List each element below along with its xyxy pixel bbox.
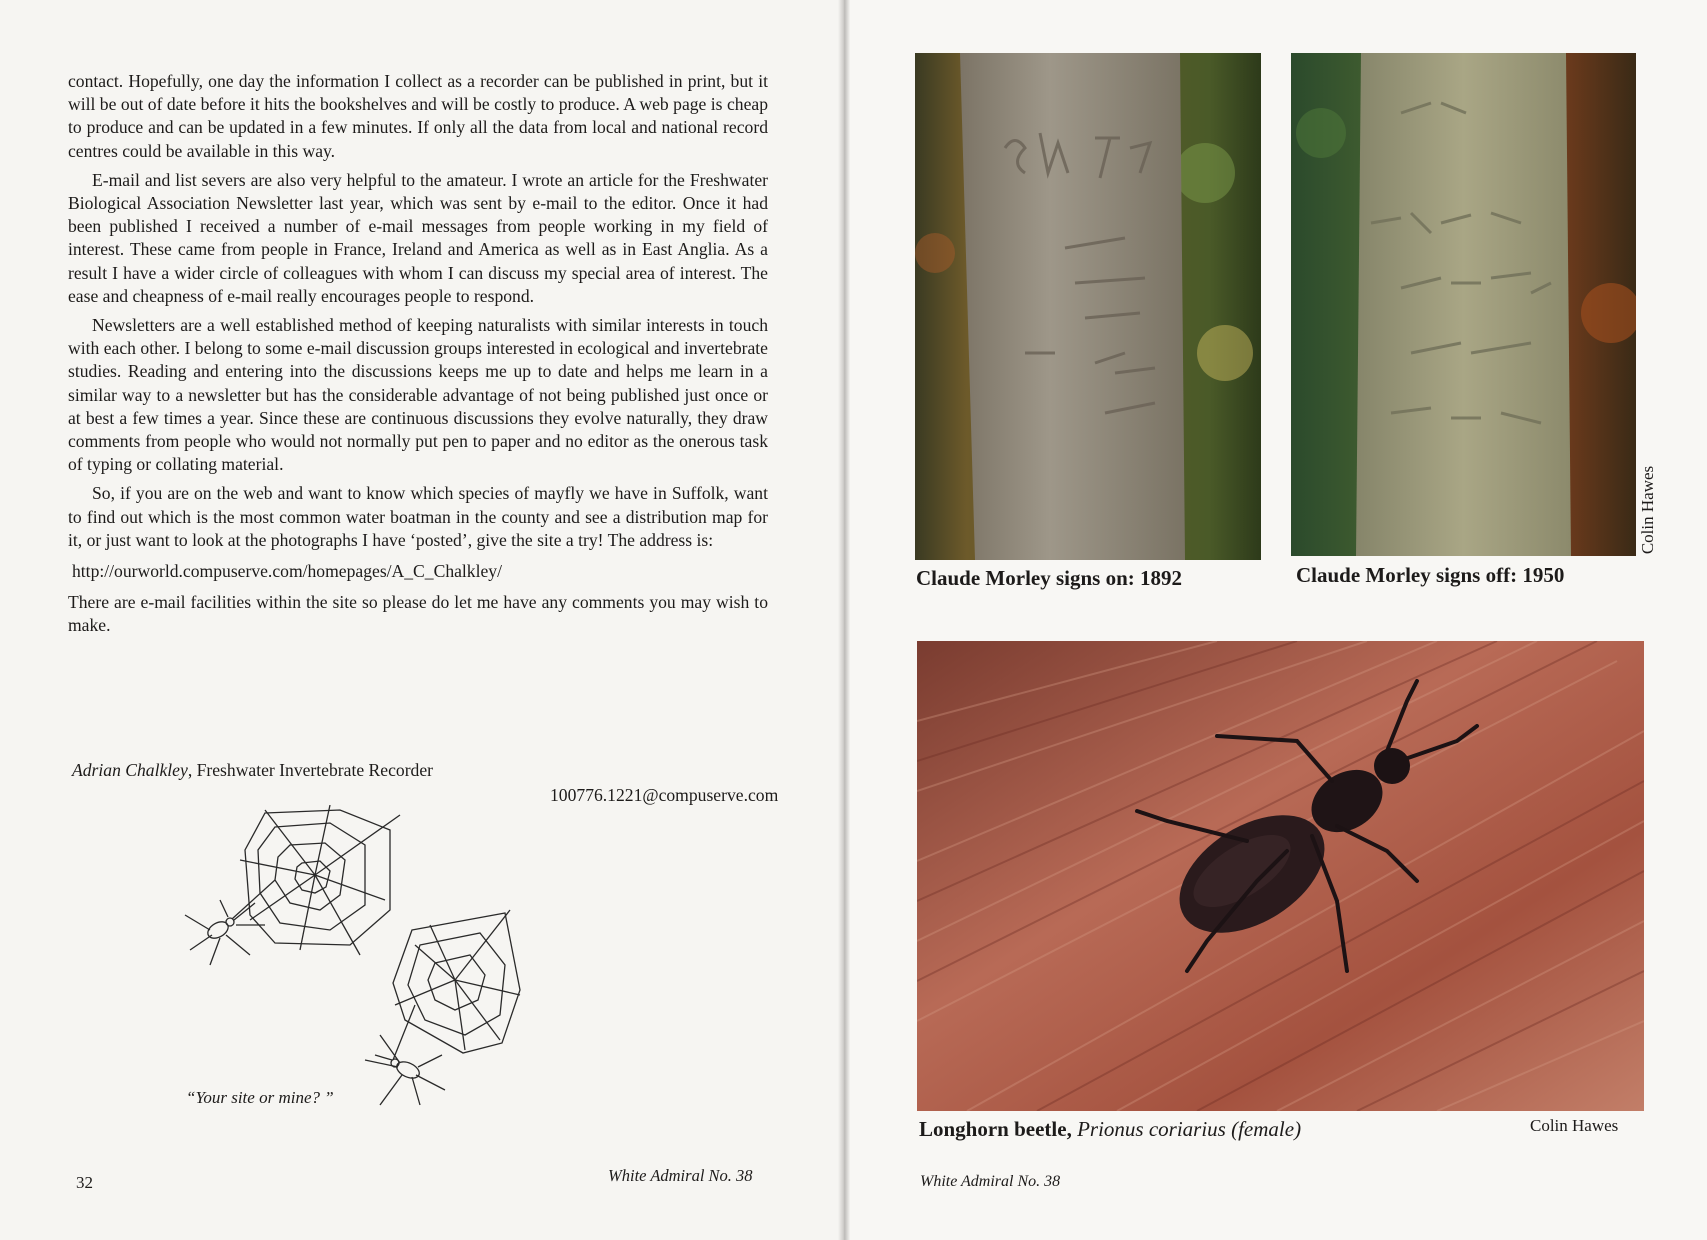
- web-left: [240, 805, 400, 955]
- paragraph-2: E-mail and list severs are also very helpful to the amateur. I wrote an article for the Freshwater Biological Association Newsletter last year, which was sent by e-mail to the editor. Once it had been published I received a number of e-mail messages from people working in my field of interest. These came from people in France, Ireland and America as well as in East Anglia. As a result I have a wider circle of colleagues with whom I can discuss my special area of interest. The ease and cheapness of e-mail really encourages people to respond.: [68, 169, 768, 306]
- book-gutter: [838, 0, 850, 1240]
- author-role: , Freshwater Invertebrate Recorder: [187, 760, 434, 780]
- left-footer: White Admiral No. 38: [608, 1166, 753, 1185]
- paragraph-4: So, if you are on the web and want to know which species of mayfly we have in Suffolk, want to find out which is the most common water boatman in the county and see a distribution map for it, or just want to look at the photographs I have ‘posted’, give the site a try! The address is:: [68, 483, 768, 550]
- page-number: 32: [76, 1173, 93, 1192]
- spider-left: [185, 880, 275, 965]
- photo-credit-side: Colin Hawes: [1638, 465, 1657, 555]
- caption-beetle-latin: Prionus coriarius (female): [1077, 1117, 1302, 1141]
- article-text: [68, 70, 768, 644]
- web-right: [393, 910, 520, 1053]
- beetle-photo: [917, 641, 1644, 1111]
- caption-beetle: [919, 1117, 1301, 1142]
- caption-1892: Claude Morley signs on: 1892: [916, 566, 1183, 590]
- cartoon-caption: “Your site or mine? ”: [186, 1088, 334, 1107]
- photo-credit-bottom: Colin Hawes: [1530, 1116, 1619, 1135]
- tree-photo-1892: [915, 53, 1261, 560]
- paragraph-1: contact. Hopefully, one day the information I collect as a recorder can be published in print, but it will be out of date before it hits the bookshelves and will be costly to produce. A web page is cheap to produce and can be updated in a few minutes. If only all the data from local and national record centres could be available in this way.: [68, 71, 768, 161]
- website-url[interactable]: http://ourworld.compuserve.com/homepages/A_C_Chalkley/: [72, 561, 502, 582]
- right-footer: White Admiral No. 38: [920, 1173, 1061, 1190]
- author-signature: [72, 760, 433, 781]
- paragraph-3: Newsletters are a well established method of keeping naturalists with similar interests in touch with each other. I belong to some e-mail discussion groups interested in ecological and invertebrate studies. Reading and entering into the discussions keeps me up to date and helps me learn in a similar way to a newsletter but has the considerable advantage of not being published just once or at best a few times a year. Since these are continuous discussions they evolve naturally, they draw comments from people who would not normally put pen to paper and no editor as the onerous task of typing or collating material.: [68, 315, 768, 475]
- tree-photo-1950: [1291, 53, 1636, 556]
- caption-1950: Claude Morley signs off: 1950: [1296, 563, 1565, 587]
- author-name: Adrian Chalkley: [72, 760, 188, 780]
- closing-paragraph: There are e-mail facilities within the site so please do let me have any comments you may wish to make.: [68, 592, 768, 636]
- author-email[interactable]: 100776.1221@compuserve.com: [550, 785, 779, 805]
- caption-beetle-common: Longhorn beetle,: [919, 1117, 1072, 1141]
